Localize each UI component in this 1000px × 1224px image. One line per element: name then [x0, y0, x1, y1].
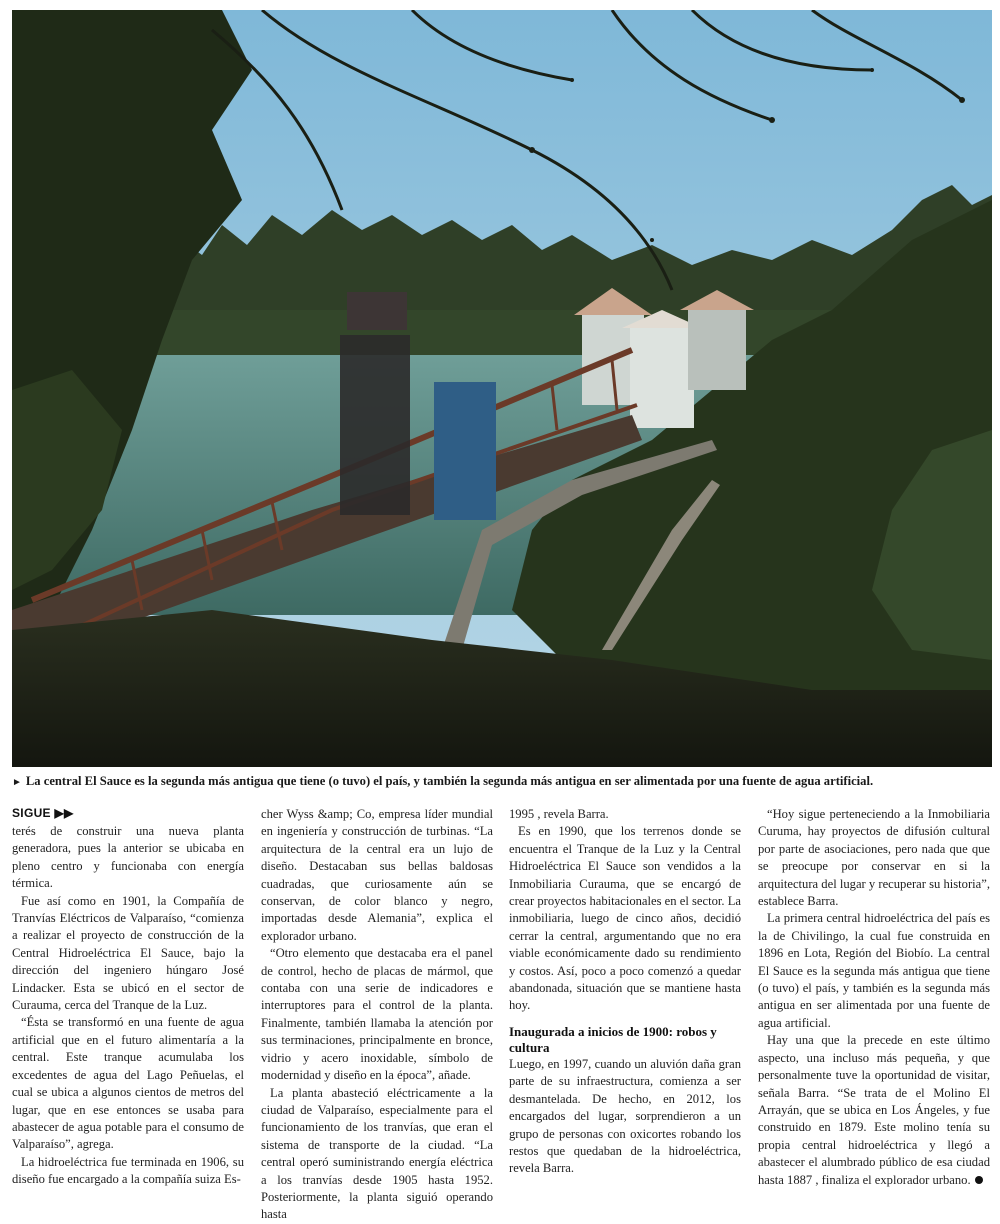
paragraph: La planta abasteció eléctricamente a la ciudad de Valparaíso, especialmente para el funcionamiento de los tranvías, que eran el sistema de transporte de la ciudad. “La central operó suministrando energía eléctrica a los tranvías desde 1905 hasta 1952. Posteriormente, la planta siguió operando hasta [261, 1085, 493, 1222]
continues-text: SIGUE [12, 806, 51, 820]
continues-label [12, 806, 74, 822]
article-column-2 [261, 806, 493, 1224]
continues-arrows-icon: ▶▶ [54, 806, 74, 820]
caption-text: La central El Sauce es la segunda más antigua que tiene (o tuvo) el país, y también la segunda más antigua en ser alimentada por una fuente de agua artificial. [25, 774, 874, 788]
paragraph: terés de construir una nueva planta generadora, pues la anterior se ubicaba en pleno centro y funcionaba con energía térmica. [12, 824, 244, 891]
caption-marker: ► [12, 777, 22, 788]
section-heading: Inaugurada a inicios de 1900: robos y cultura [509, 1023, 717, 1055]
paragraph: “Otro elemento que destacaba era el panel de control, hecho de placas de mármol, que contaba con una serie de indicadores e interruptores para el control de la planta. Finalmente, también llamaba la atención por sus terminaciones, principalmente en bronce, vidrio y acero inoxidable, símbolo de modernidad y diseño en la época”, añade. [261, 946, 493, 1083]
end-of-article-icon [975, 1176, 983, 1184]
paragraph: La primera central hidroeléctrica del país es la de Chivilingo, la cual fue construida en 1896 en Lota, Región del Biobío. La central El Sauce es la segunda más antigua que tiene (o tuvo) el país, y también es la segunda más antigua en ser alimentada por una fuente de agua artificial. [758, 911, 990, 1030]
paragraph: 1995 , revela Barra. [509, 807, 609, 821]
article-column-1 [12, 823, 244, 1189]
paragraph: cher Wyss &amp; Co, empresa líder mundial en ingeniería y construcción de turbinas. “La arquitectura de la central era un lujo de diseño. Destacaban sus bellas baldosas cuadradas, que curiosamente aún se conservan, de color blanco y negro, importadas desde Alemania”, explica el explorador urbano. [261, 807, 493, 943]
closing-paragraph-text: Hay una que la precede en este último aspecto, una incluso más pequeña, y que personalmente tuve la oportunidad de visitar, señala Barra. “Se trata de el Molino El Arrayán, que se ubica en Los Ángeles, y fue construido en 1879. Este molino tenía su propia central hidroeléctrica y llegó a abastecer el alumbrado público de esa ciudad hasta 1887 , finaliza el explorador urbano. [758, 1033, 990, 1187]
article-column-3 [509, 806, 741, 1178]
paragraph: La hidroeléctrica fue terminada en 1906, su diseño fue encargado a la compañía suiza Es- [12, 1154, 244, 1187]
article-photo [12, 10, 992, 767]
paragraph: Fue así como en 1901, la Compañía de Tranvías Eléctricos de Valparaíso, “comienza a realizar el proyecto de construcción de la Central Hidroeléctrica El Sauce, bajo la dirección del ingeniero húngaro José Lindacker. Esta se ubicó en el sector de Curauma, cerca del Tranque de la Luz. [12, 893, 244, 1013]
paragraph [758, 1032, 990, 1189]
paragraph: “Ésta se transformó en una fuente de agua artificial que en el futuro alimentaría a la central. Este tranque acumulaba los excedentes de agua del Lago Peñuelas, el cual se ubica a algunos cientos de metros del lugar, que en ese entonces se usaba para abastecer de agua potable para el consumo de Valparaíso”, agrega. [12, 1015, 244, 1152]
paragraph: “Hoy sigue perteneciendo a la Inmobiliaria Curuma, hay proyectos de difusión cultural por parte de asociaciones, pero nada que que se preocupe por conservar en si la arquitectura del lugar y recuperar su historia”, establece Barra. [758, 807, 990, 909]
photo-caption [12, 771, 992, 791]
photo-lake-bridge-illustration [12, 10, 992, 767]
paragraph: Es en 1990, que los terrenos donde se encuentra el Tranque de la Luz y la Central Hidroeléctrica El Sauce son vendidos a la Inmobiliaria Curauma, que se encargó de crear proyectos habitacionales en el sector. La inmobiliaria, luego de cinco años, decidió cerrar la central, argumentando que no era viable económicamente dado su rendimiento y costos. Así, poco a poco comenzó a quedar abandonada, situación que se mantiene hasta hoy. [509, 824, 741, 1013]
article-column-4 [758, 806, 990, 1189]
paragraph: Luego, en 1997, cuando un aluvión daña gran parte de su infraestructura, comienza a ser desmantelada. De hecho, en 2012, los encargados del lugar, sorprendieron a un grupo de personas con oxicortes robando los restos que quedaban de la hidroeléctrica, revela Barra. [509, 1056, 741, 1176]
